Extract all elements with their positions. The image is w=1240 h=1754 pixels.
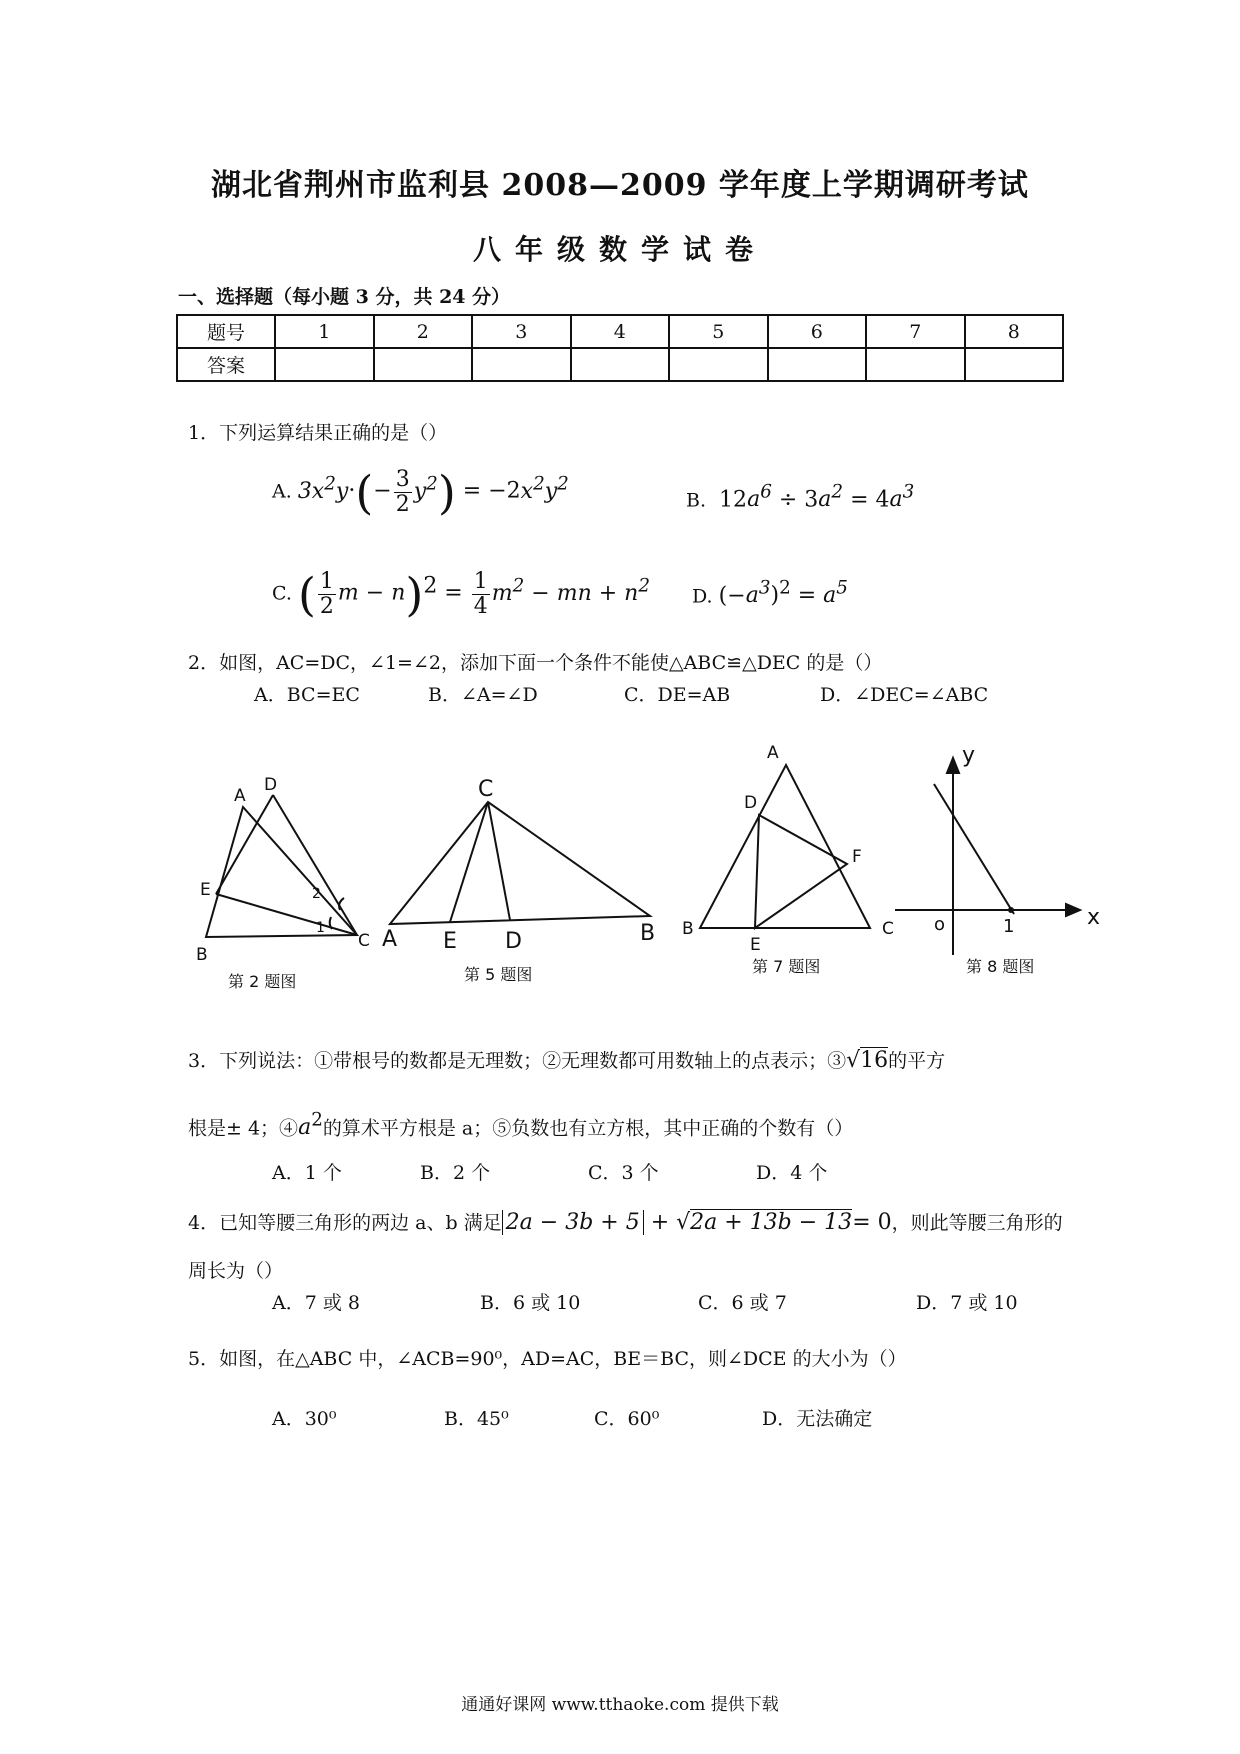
point-label: E: [200, 880, 211, 900]
point-label: A: [382, 927, 398, 952]
q4-option-a: A．7 或 8: [272, 1292, 360, 1314]
exam-subtitle: 八年级数学试卷: [472, 233, 767, 266]
footer-source: 通通好课网 www.tthaoke.com 提供下载: [461, 1695, 779, 1715]
q1-option-d: D. $(-a^3)^2 = a^5$: [692, 578, 848, 609]
question-number-cell: 3: [472, 315, 571, 348]
question-number-cell: 8: [965, 315, 1064, 348]
figure-caption: 第 2 题图: [228, 972, 297, 991]
point-label: A: [767, 743, 779, 763]
question-1-stem: 1．下列运算结果正确的是（）: [188, 422, 448, 444]
q3-option-d: D．4 个: [756, 1162, 828, 1184]
answer-cell[interactable]: [571, 348, 670, 381]
section-heading: 一、选择题（每小题 3 分，共 24 分）: [178, 286, 511, 308]
answer-cell[interactable]: [768, 348, 867, 381]
q3-text: 根是± 4；④: [188, 1117, 299, 1140]
q5-option-b: B．45⁰: [444, 1408, 509, 1430]
triangle-abc: [700, 765, 870, 928]
figure-7-labels: [682, 743, 894, 955]
q3-text: 的平方: [888, 1050, 946, 1072]
question-number-cell: 1: [275, 315, 374, 348]
axis-label: y: [962, 743, 976, 768]
q4-eq: = 0: [852, 1210, 892, 1235]
intercept-point: [1008, 907, 1014, 913]
question-number-cell: 5: [669, 315, 768, 348]
figure-2: [206, 795, 357, 937]
table-row: [177, 348, 1063, 381]
q3-text: 的算术平方根是 a；⑤负数也有立方根，其中正确的个数有（）: [322, 1117, 854, 1140]
table-header-cell: 答案: [177, 348, 275, 381]
triangle-abc: [390, 802, 650, 924]
angle-label: 1: [316, 920, 325, 936]
q5-option-a: A．30⁰: [272, 1408, 337, 1430]
answer-table: [176, 314, 1064, 382]
q3-option-c: C．3 个: [588, 1162, 659, 1184]
question-4-line1: 4．已知等腰三角形的两边 a、b 满足 2a − 3b + 5 + √2a + 13b − 13= 0，则此等腰三角形的: [188, 1210, 1063, 1235]
q5-option-d: D．无法确定: [762, 1408, 873, 1430]
q1-option-b: B. $12a^6 \div 3a^2 = 4a^3$: [686, 482, 915, 513]
q4-option-b: B．6 或 10: [480, 1292, 581, 1314]
figure-5-labels: [382, 777, 655, 954]
figure-caption: 第 7 题图: [752, 957, 821, 976]
exam-title: 湖北省荆州市监利县 2008—2009 学年度上学期调研考试: [211, 168, 1029, 203]
option-label: C.: [272, 582, 292, 605]
answer-cell[interactable]: [965, 348, 1064, 381]
q4-option-d: D．7 或 10: [916, 1292, 1018, 1314]
q5-option-c: C．60⁰: [594, 1408, 660, 1430]
q4-abs-expr: 2a − 3b + 5: [502, 1210, 644, 1235]
q4-option-c: C．6 或 7: [698, 1292, 787, 1314]
q3-option-a: A．1 个: [272, 1162, 342, 1184]
option-label: A.: [272, 480, 292, 503]
q1-option-a: A. $3x^2y\cdot(-$ $\frac{3}{2}$ $y^2) = -2x^2y^2$: [272, 465, 569, 520]
point-label: B: [682, 919, 694, 939]
option-label: D.: [692, 585, 713, 608]
point-label: C: [358, 931, 370, 951]
q2-option-c: C．DE=AB: [624, 684, 731, 706]
point-label: D: [505, 929, 522, 954]
x-axis-arrow: [1066, 904, 1080, 916]
point-label: B: [196, 945, 208, 965]
question-number-cell: 2: [374, 315, 473, 348]
answer-cell[interactable]: [275, 348, 374, 381]
point-label: D: [264, 775, 278, 795]
point-label: B: [640, 921, 656, 946]
q2-option-b: B．∠A=∠D: [428, 684, 538, 706]
origin-label: o: [934, 914, 946, 935]
question-number-cell: 7: [866, 315, 965, 348]
q3-radicand: 16: [860, 1048, 889, 1073]
question-3-line1: 3．下列说法：①带根号的数都是无理数；②无理数都可用数轴上的点表示；③√16的平方: [188, 1048, 946, 1073]
q1-option-c: C. ( $\frac{1}{2}$ m − n)$^2$ = $\frac{1}{4}$ $m^2$ − mn + $n^2$: [272, 567, 650, 622]
answer-cell[interactable]: [669, 348, 768, 381]
q4-text: 4．已知等腰三角形的两边 a、b 满足: [188, 1212, 502, 1234]
tick-label: 1: [1003, 916, 1015, 937]
question-number-cell: 4: [571, 315, 670, 348]
segment-ce: [450, 802, 488, 922]
point-label: E: [443, 929, 457, 954]
point-label: C: [882, 919, 894, 939]
point-label: D: [744, 793, 758, 813]
question-number-cell: 6: [768, 315, 867, 348]
axis-label: x: [1087, 905, 1101, 930]
option-label: B.: [686, 489, 707, 512]
answer-cell[interactable]: [866, 348, 965, 381]
q2-option-a: A．BC=EC: [254, 684, 360, 706]
figure-caption: 第 5 题图: [464, 965, 533, 984]
answer-cell[interactable]: [472, 348, 571, 381]
triangle-def: [755, 815, 847, 928]
segment-cd: [488, 802, 510, 920]
function-line: [934, 784, 1014, 914]
q4-text: ，则此等腰三角形的: [891, 1212, 1063, 1234]
q3-text: 3．下列说法：①带根号的数都是无理数；②无理数都可用数轴上的点表示；③: [188, 1050, 847, 1072]
figure-8: [895, 758, 1080, 955]
figure-5: [390, 802, 650, 924]
figure-caption: 第 8 题图: [966, 957, 1035, 976]
q3-option-b: B．2 个: [420, 1162, 491, 1184]
answer-cell[interactable]: [374, 348, 473, 381]
question-2-stem: 2．如图，AC=DC，∠1=∠2，添加下面一个条件不能使△ABC≌△DEC 的是（）: [188, 652, 883, 674]
point-label: E: [750, 935, 761, 955]
q4-root-expr: 2a + 13b − 13: [690, 1210, 853, 1235]
table-header-cell: 题号: [177, 315, 275, 348]
question-5-stem: 5．如图，在△ABC 中，∠ACB=90⁰，AD=AC，BE＝BC，则∠DCE 的大小为（）: [188, 1348, 907, 1370]
q2-option-d: D．∠DEC=∠ABC: [820, 684, 989, 706]
figures-panel: [0, 740, 1240, 1010]
point-label: A: [234, 786, 246, 806]
question-4-line2: 周长为（）: [188, 1260, 284, 1282]
point-label: F: [852, 847, 862, 867]
angle-1-arc: [330, 917, 332, 929]
figure-7: [700, 765, 870, 928]
question-3-line2: 根是± 4；$④a^2$的算术平方根是 a；⑤负数也有立方根，其中正确的个数有（）: [188, 1110, 854, 1141]
angle-label: 2: [312, 886, 321, 902]
table-row: [177, 315, 1063, 348]
point-label: C: [478, 777, 494, 802]
y-axis-arrow: [947, 758, 959, 773]
